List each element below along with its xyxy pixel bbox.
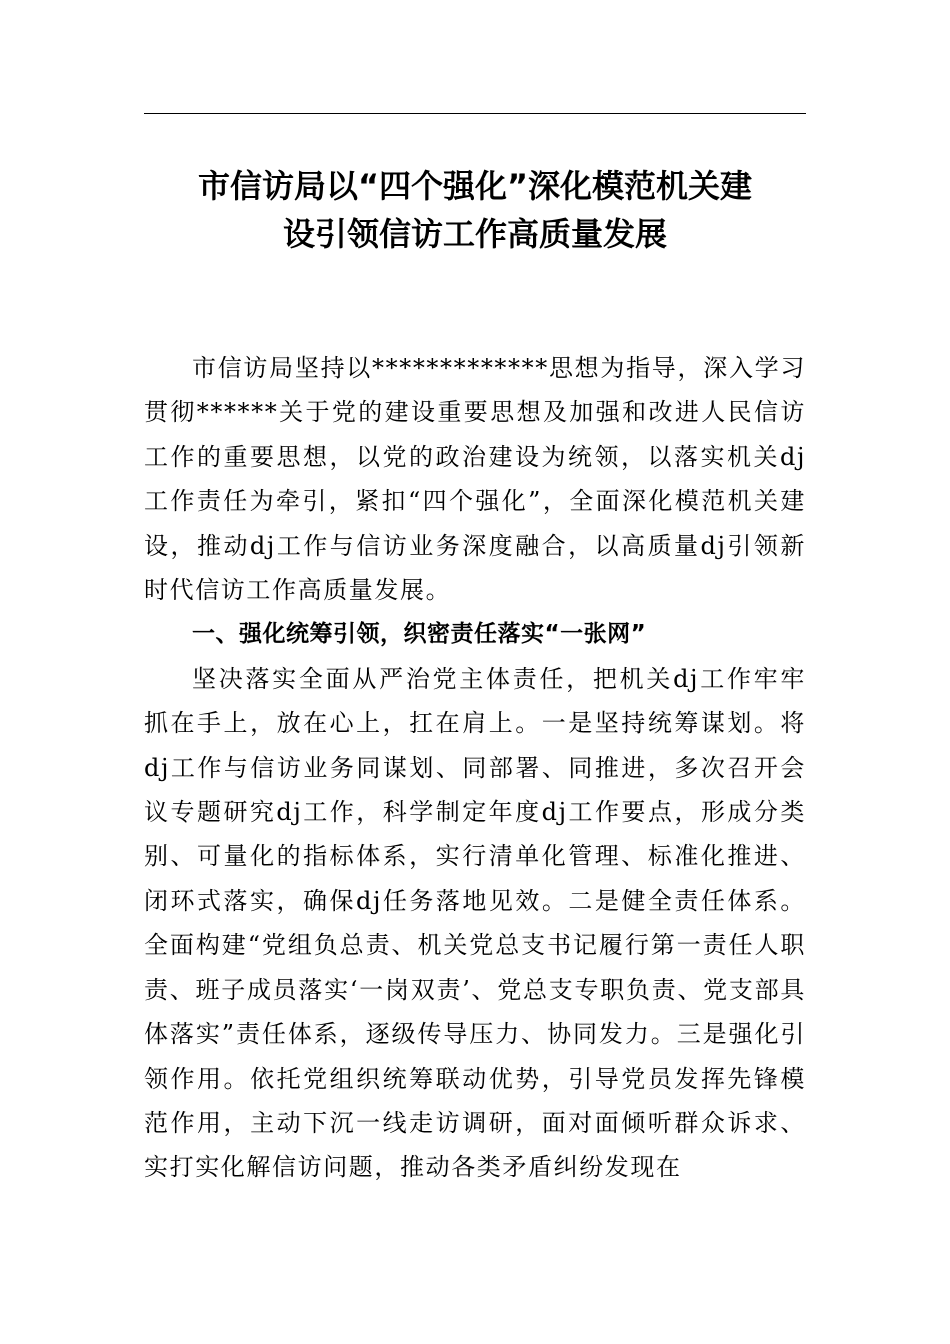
document-title (140, 162, 810, 258)
intro-paragraph: 市信访局坚持以*************思想为指导，深入学习贯彻******关于党的建设重要思想及加强和改进人民信访工作的重要思想，以党的政治建设为统领，以落实机关dj工作责任为牵引，紧扣“四个强化”，全面深化模范机关建设，推动dj工作与信访业务深度融合，以高质量dj引领新时代信访工作高质量发展。 (144, 354, 806, 605)
header-rule (144, 113, 806, 114)
title-line-2: 设引领信访工作高质量发展 (282, 215, 667, 253)
section-1-paragraph: 坚决落实全面从严治党主体责任，把机关dj工作牢牢抓在手上，放在心上，扛在肩上。一是坚持统筹谋划。将dj工作与信访业务同谋划、同部署、同推进，多次召开会议专题研究dj工作，科学制定年度dj工作要点，形成分类别、可量化的指标体系，实行清单化管理、标准化推进、闭环式落实，确保dj任务落地见效。二是健全责任体系。全面构建“党组负总责、机关党总支书记履行第一责任人职责、班子成员落实‘一岗双责’、党总支专职负责、党支部具体落实”责任体系，逐级传导压力、协同发力。三是强化引领作用。依托党组织统筹联动优势，引导党员发挥先锋模范作用，主动下沉一线走访调研，面对面倾听群众诉求、实打实化解信访问题，推动各类矛盾纠纷发现在 (144, 664, 806, 1182)
section-heading-1: 一、强化统筹引领，织密责任落实“一张网” (192, 621, 647, 648)
title-line-1: 市信访局以“四个强化”深化模范机关建 (197, 167, 753, 205)
document-body (144, 346, 806, 1190)
